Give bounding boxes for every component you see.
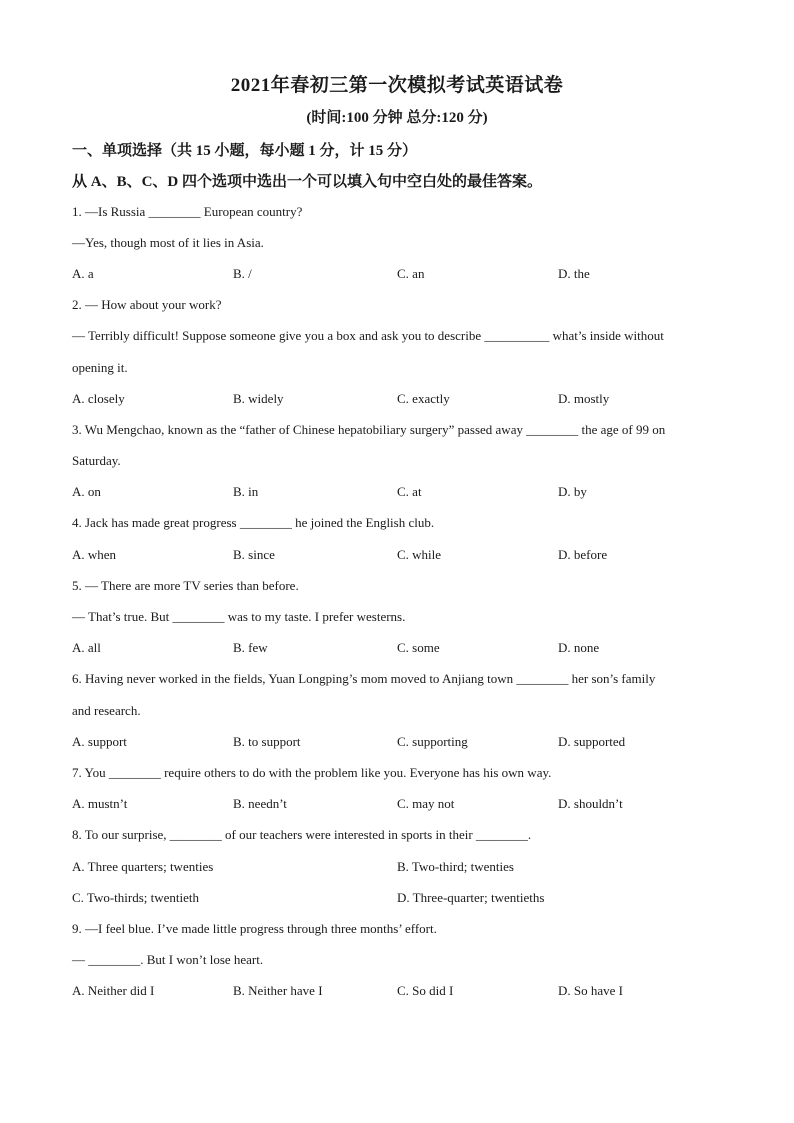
question-6-option-c: C. supporting [397,734,468,749]
question-2-option-c: C. exactly [397,391,450,406]
exam-time-score: (时间:100 分钟 总分:120 分) [306,110,488,126]
question-2-option-d: D. mostly [558,391,610,406]
question-2-line-3: opening it. [72,360,128,375]
question-4-line-1: 4. Jack has made great progress ________ he joined the English club. [72,515,435,530]
question-1-option-a: A. a [72,266,94,281]
question-8-option-c: C. Two-thirds; twentieth [72,890,200,905]
question-1-line-1: 1. —Is Russia ________ European country? [72,204,303,219]
question-6-line-2: and research. [72,703,141,718]
section-instruction: 从 A、B、C、D 四个选项中选出一个可以填入句中空白处的最佳答案。 [72,174,543,190]
question-9-line-1: 9. —I feel blue. I’ve made little progress through three months’ effort. [72,921,437,936]
question-8-option-a: A. Three quarters; twenties [72,859,214,874]
question-3-line-2: Saturday. [72,453,121,468]
question-2-option-b: B. widely [233,391,284,406]
question-7-option-d: D. shouldn’t [558,796,623,811]
question-8-line-1: 8. To our surprise, ________ of our teachers were interested in sports in their ________. [72,827,532,842]
question-9-option-c: C. So did I [397,983,454,998]
question-5-line-1: 5. — There are more TV series than before. [72,578,299,593]
question-4-option-c: C. while [397,547,442,562]
question-7-line-1: 7. You ________ require others to do with the problem like you. Everyone has his own way. [72,765,552,780]
question-2-option-a: A. closely [72,391,125,406]
question-3-line-1: 3. Wu Mengchao, known as the “father of Chinese hepatobiliary surgery” passed away ________ the age of 99 on [72,422,666,437]
question-5-option-c: C. some [397,640,440,655]
page-title: 2021年春初三第一次模拟考试英语试卷 [230,75,564,96]
question-3-option-b: B. in [233,484,259,499]
question-4-option-b: B. since [233,547,275,562]
question-9-option-a: A. Neither did I [72,983,155,998]
question-9-option-b: B. Neither have I [233,983,323,998]
section-heading: 一、单项选择（共 15 小题，每小题 1 分，计 15 分） [72,143,418,159]
question-9-option-d: D. So have I [558,983,623,998]
question-9-line-2: — ________. But I won’t lose heart. [72,952,264,967]
question-1-option-b: B. / [233,266,252,281]
question-3-option-a: A. on [72,484,101,499]
question-2-line-2: — Terribly difficult! Suppose someone give you a box and ask you to describe __________ what’s inside without [72,328,664,343]
question-7-option-b: B. needn’t [233,796,287,811]
question-1-option-d: D. the [558,266,590,281]
question-1-line-2: —Yes, though most of it lies in Asia. [72,235,264,250]
question-5-option-d: D. none [558,640,600,655]
question-8-option-d: D. Three-quarter; twentieths [397,890,545,905]
question-1-option-c: C. an [397,266,425,281]
question-5-line-2: — That’s true. But ________ was to my taste. I prefer westerns. [72,609,406,624]
question-5-option-a: A. all [72,640,101,655]
question-2-line-1: 2. — How about your work? [72,297,222,312]
question-4-option-a: A. when [72,547,117,562]
question-7-option-c: C. may not [397,796,455,811]
question-5-option-b: B. few [233,640,268,655]
question-6-line-1: 6. Having never worked in the fields, Yuan Longping’s mom moved to Anjiang town ________ her son’s family [72,671,656,686]
question-6-option-b: B. to support [233,734,301,749]
question-6-option-d: D. supported [558,734,626,749]
question-8-option-b: B. Two-third; twenties [397,859,514,874]
question-4-option-d: D. before [558,547,608,562]
question-3-option-d: D. by [558,484,587,499]
question-7-option-a: A. mustn’t [72,796,128,811]
question-3-option-c: C. at [397,484,422,499]
question-6-option-a: A. support [72,734,127,749]
